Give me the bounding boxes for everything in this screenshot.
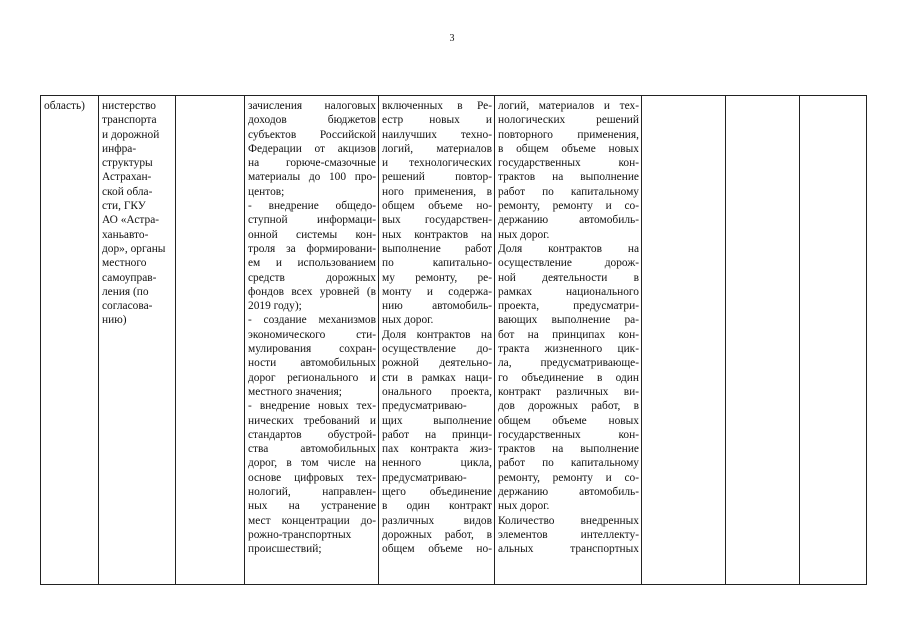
text-line: нологий, направлен- — [248, 486, 376, 499]
text-line: область) — [44, 100, 85, 112]
text-line: вых государствен- — [382, 214, 492, 227]
text-line: элементов интеллекту- — [498, 528, 639, 541]
text-line: ем и использованием — [248, 257, 376, 270]
text-line: ступной информаци- — [248, 214, 376, 227]
text-line: стандартов обустрой- — [248, 428, 376, 441]
table-cell-empty — [726, 96, 800, 584]
text-line: дорог регионального и — [248, 371, 376, 384]
text-line: монту и содержа- — [382, 285, 492, 298]
cell-text — [99, 96, 175, 328]
table-cell-empty — [800, 96, 868, 584]
text-line: Федерации от акцизов — [248, 142, 376, 155]
table-cell-empty — [176, 96, 245, 584]
text-line: инфра- — [102, 142, 137, 155]
text-line: различных видов — [382, 514, 492, 527]
document-table — [40, 95, 867, 585]
text-line: сти в рамках наци- — [382, 371, 492, 384]
text-line: Астрахан- — [102, 171, 152, 184]
text-line: государственных кон- — [498, 157, 639, 170]
text-line: держанию автомобиль- — [498, 486, 639, 499]
text-line: по капитально- — [382, 257, 492, 270]
cell-text — [495, 96, 641, 557]
text-line: тракта жизненного цик- — [498, 343, 639, 356]
text-line: решений повтор- — [382, 171, 492, 184]
text-line: дорог, в том числе на — [248, 457, 376, 470]
text-line: Доля контрактов на — [498, 242, 639, 255]
text-line: в один контракт — [382, 500, 492, 513]
text-line: нических требований и — [248, 414, 376, 427]
text-line: ного применения, в — [382, 185, 492, 198]
text-line: дорожных работ, в — [382, 528, 492, 541]
text-line: выполнение работ — [382, 242, 492, 255]
text-line: транспорта — [102, 114, 157, 127]
text-line: происшествий; — [248, 543, 322, 556]
cell-text — [726, 96, 799, 99]
text-line: контракт различных ви- — [498, 385, 639, 398]
text-line: и дорожной — [102, 128, 160, 141]
text-line: сти, ГКУ — [102, 200, 146, 213]
text-line: логий, материалов и тех- — [498, 100, 639, 112]
text-line: ных на устранение — [248, 500, 376, 513]
table-cell-empty — [642, 96, 726, 584]
text-line: дов дорожных работ, в — [498, 400, 639, 413]
text-line: трактов на выполнение — [498, 171, 639, 184]
text-line: ремонту, ремонту и со- — [498, 200, 639, 213]
text-line: АО «Астра- — [102, 214, 160, 227]
text-line: самоуправ- — [102, 271, 157, 284]
text-line: работ по капитальному — [498, 457, 639, 470]
text-line: ства автомобильных — [248, 443, 376, 456]
text-line: предусматриваю- — [382, 471, 467, 484]
text-line: рожной деятельно- — [382, 357, 492, 370]
text-line: альных транспортных — [498, 543, 639, 556]
text-line: онального проекта, — [382, 385, 492, 398]
text-line: ления (по — [102, 285, 149, 298]
text-line: доходов бюджетов — [248, 114, 376, 127]
text-line: материалы до 100 про- — [248, 171, 376, 184]
text-line: общем объеме но- — [382, 543, 492, 556]
table-cell-indicators — [379, 96, 495, 584]
text-line: рамках национального — [498, 285, 639, 298]
text-line: ханьавто- — [102, 228, 149, 241]
text-line: дор», органы — [102, 242, 166, 255]
text-line: нологических решений — [498, 114, 639, 127]
text-line: естр новых и — [382, 114, 492, 127]
text-line: структуры — [102, 157, 153, 170]
cell-text — [176, 96, 244, 99]
text-line: ных контрактов на — [382, 228, 492, 241]
text-line: общем объеме но- — [382, 200, 492, 213]
text-line: троля за формировани- — [248, 242, 376, 255]
text-line: фондов всех уровней (в — [248, 285, 376, 298]
text-line: работ на принци- — [382, 428, 492, 441]
text-line: пах контракта жиз- — [382, 443, 492, 456]
cell-text — [245, 96, 378, 557]
text-line: осуществление дорож- — [498, 257, 639, 270]
text-line: ской обла- — [102, 185, 153, 198]
text-line: ности автомобильных — [248, 357, 376, 370]
cell-text — [379, 96, 494, 557]
text-line: бот на принципах кон- — [498, 328, 639, 341]
text-line: мест концентрации до- — [248, 514, 376, 527]
text-line: наилучших техно- — [382, 128, 492, 141]
text-line: щих выполнение — [382, 414, 492, 427]
text-line: включенных в Ре- — [382, 100, 492, 112]
cell-text — [642, 96, 725, 99]
text-line: ных дорог. — [498, 228, 550, 241]
text-line: вающих выполнение ра- — [498, 314, 639, 327]
text-line: 2019 году); — [248, 300, 302, 313]
text-line: общем объеме новых — [498, 414, 639, 427]
text-line: ла, предусматривающе- — [498, 357, 639, 370]
text-line: экономического сти- — [248, 328, 376, 341]
cell-text — [800, 96, 868, 99]
text-line: Количество внедренных — [498, 514, 639, 527]
text-line: ремонту, ремонту и со- — [498, 471, 639, 484]
text-line: трактов на выполнение — [498, 443, 639, 456]
text-line: основе цифровых тех- — [248, 471, 376, 484]
table-cell-region — [41, 96, 99, 584]
text-line: нистерство — [102, 100, 157, 112]
page-number: 3 — [449, 33, 455, 44]
text-line: зачисления налоговых — [248, 100, 376, 112]
text-line: ных дорог. — [498, 500, 550, 513]
text-line: - внедрение общедо- — [248, 200, 376, 213]
text-line: согласова- — [102, 300, 153, 313]
text-line: местного значения; — [248, 385, 342, 398]
table-cell-responsible — [99, 96, 176, 584]
text-line: - создание механизмов — [248, 314, 376, 327]
text-line: осуществление до- — [382, 343, 492, 356]
text-line: держанию автомобиль- — [498, 214, 639, 227]
text-line: проекта, предусматри- — [498, 300, 639, 313]
text-line: средств дорожных — [248, 271, 376, 284]
text-line: ной деятельности в — [498, 271, 639, 284]
text-line: рожно-транспортных — [248, 528, 352, 541]
text-line: нию) — [102, 314, 127, 327]
cell-text — [41, 96, 98, 113]
text-line: го объединение в один — [498, 371, 639, 384]
text-line: нию автомобиль- — [382, 300, 492, 313]
text-line: му ремонту, ре- — [382, 271, 492, 284]
text-line: мулирования сохран- — [248, 343, 376, 356]
text-line: центов; — [248, 185, 285, 198]
table-cell-measures — [245, 96, 379, 584]
text-line: предусматриваю- — [382, 400, 467, 413]
text-line: ных дорог. — [382, 314, 434, 327]
text-line: на горюче-смазочные — [248, 157, 376, 170]
text-line: Доля контрактов на — [382, 328, 492, 341]
text-line: онной системы кон- — [248, 228, 376, 241]
text-line: щего объединение — [382, 486, 492, 499]
text-line: работ по капитальному — [498, 185, 639, 198]
text-line: государственных кон- — [498, 428, 639, 441]
text-line: - внедрение новых тех- — [248, 400, 376, 413]
text-line: логий, материалов — [382, 142, 492, 155]
text-line: ненного цикла, — [382, 457, 492, 470]
text-line: и технологических — [382, 157, 492, 170]
text-line: повторного применения, — [498, 128, 639, 141]
text-line: в общем объеме новых — [498, 142, 639, 155]
table-cell-indicators-2 — [495, 96, 642, 584]
text-line: местного — [102, 257, 147, 270]
text-line: субъектов Российской — [248, 128, 376, 141]
